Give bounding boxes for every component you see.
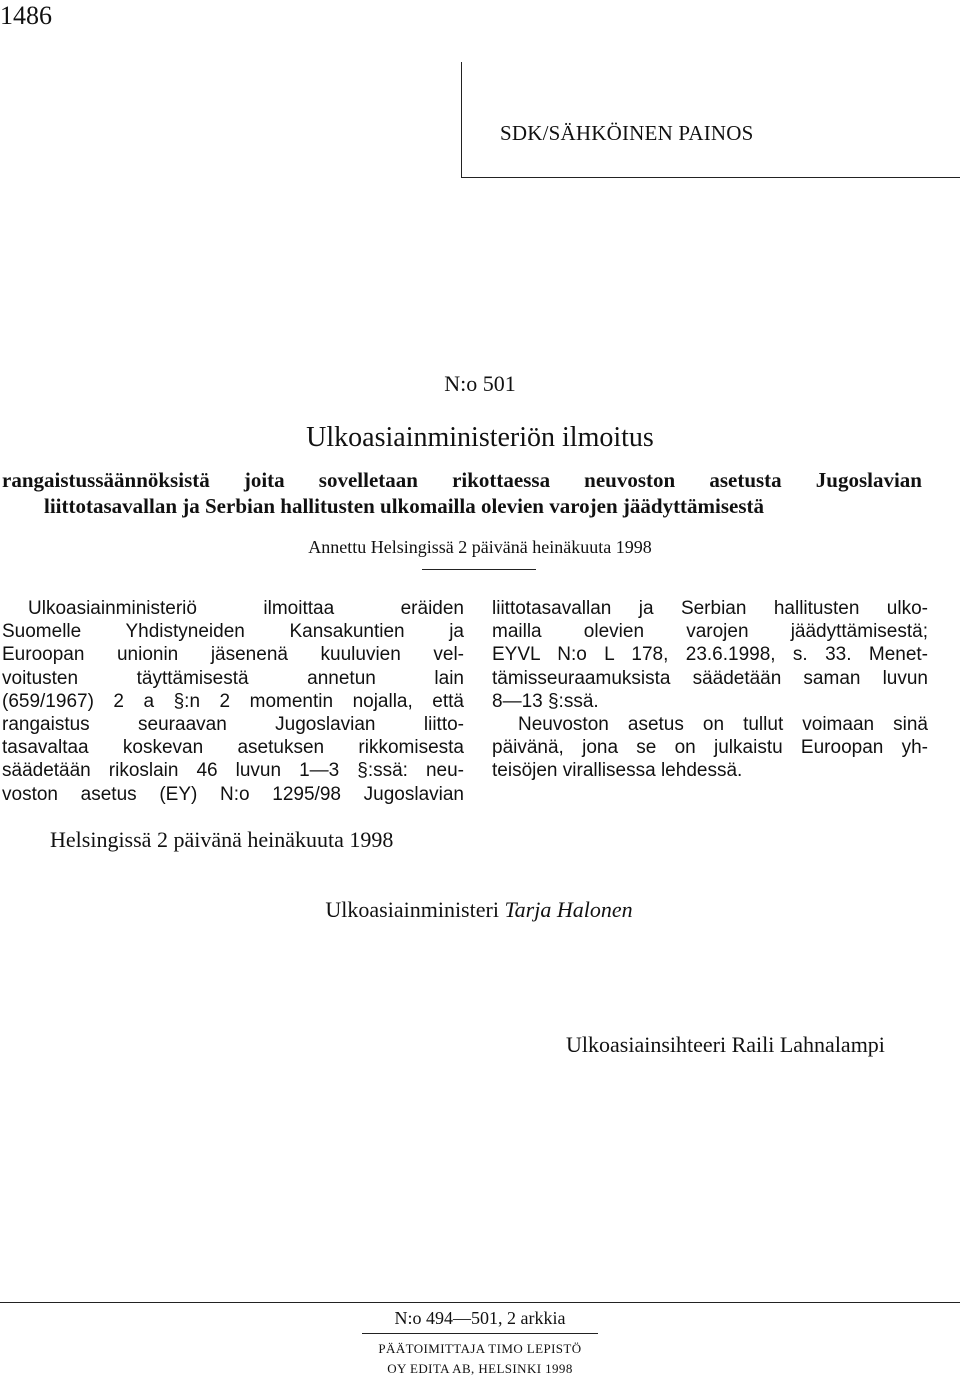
act-number: N:o 501 (444, 371, 516, 396)
edition-label: SDK/SÄHKÖINEN PAINOS (500, 121, 754, 145)
footer-divider-short (362, 1333, 598, 1334)
document-title: Ulkoasiainministeriön ilmoitus (306, 422, 654, 453)
footer-publisher: PÄÄTOIMITTAJA TIMO LEPISTÖ (378, 1341, 582, 1356)
secretary-signature: Ulkoasiainsihteeri Raili Lahnalampi (566, 1032, 885, 1057)
page-number: 1486 (0, 1, 52, 30)
body-line: Euroopan unionin jäsenenä kuuluvien vel- (2, 644, 464, 666)
footer-printer: OY EDITA AB, HELSINKI 1998 (387, 1361, 573, 1376)
document-subtitle (2, 467, 922, 519)
body-line: rangaistus seuraavan Jugoslavian liitto- (2, 714, 464, 736)
body-line: voitusten täyttämisestä annetun lain (2, 667, 464, 689)
body-line: päivänä, jona se on julkaistu Euroopan yh- (492, 737, 928, 759)
divider (422, 569, 536, 570)
minister-signature (0, 896, 960, 924)
minister-name: Tarja Halonen (504, 897, 633, 922)
body-line: EYVL N:o L 178, 23.6.1998, s. 33. Menet- (492, 644, 928, 666)
subtitle-line: liittotasavallan ja Serbian hallitusten ulkomailla olevien varojen jäädyttämisestä (44, 494, 765, 518)
body-line: tasavaltaa koskevan asetuksen rikkomisesta (2, 737, 464, 759)
body-line: mailla olevien varojen jäädyttämisestä; (492, 621, 928, 643)
footer-divider (0, 1302, 960, 1303)
body-line: säädetään rikoslain 46 luvun 1—3 §:ssä: neu- (2, 760, 464, 782)
body-column-right (492, 597, 928, 783)
body-column-left (2, 597, 464, 806)
signing-place-date: Helsingissä 2 päivänä heinäkuuta 1998 (50, 827, 394, 852)
issued-date: Annettu Helsingissä 2 päivänä heinäkuuta 1998 (308, 537, 652, 557)
body-line: Suomelle Yhdistyneiden Kansakuntien ja (2, 621, 464, 643)
body-line: 8—13 §:ssä. (492, 690, 599, 712)
subtitle-line: rangaistussäännöksistä joita sovelletaan rikottaessa neuvoston asetusta Jugoslavian (2, 468, 922, 492)
body-line: liittotasavallan ja Serbian hallitusten ulko- (492, 598, 928, 619)
body-line: teisöjen virallisessa lehdessä. (492, 760, 743, 782)
body-line: Ulkoasiainministeriö ilmoittaa eräiden (28, 598, 464, 619)
body-line: (659/1967) 2 a §:n 2 momentin nojalla, että (2, 690, 464, 712)
footer-sheets: N:o 494—501, 2 arkkia (394, 1308, 566, 1328)
body-line: Neuvoston asetus on tullut voimaan sinä (518, 714, 928, 736)
body-line: voston asetus (EY) N:o 1295/98 Jugoslavian (2, 783, 464, 805)
minister-title: Ulkoasiainministeri (325, 897, 499, 922)
body-line: tämisseuraamuksista säädetään saman luvun (492, 667, 928, 689)
